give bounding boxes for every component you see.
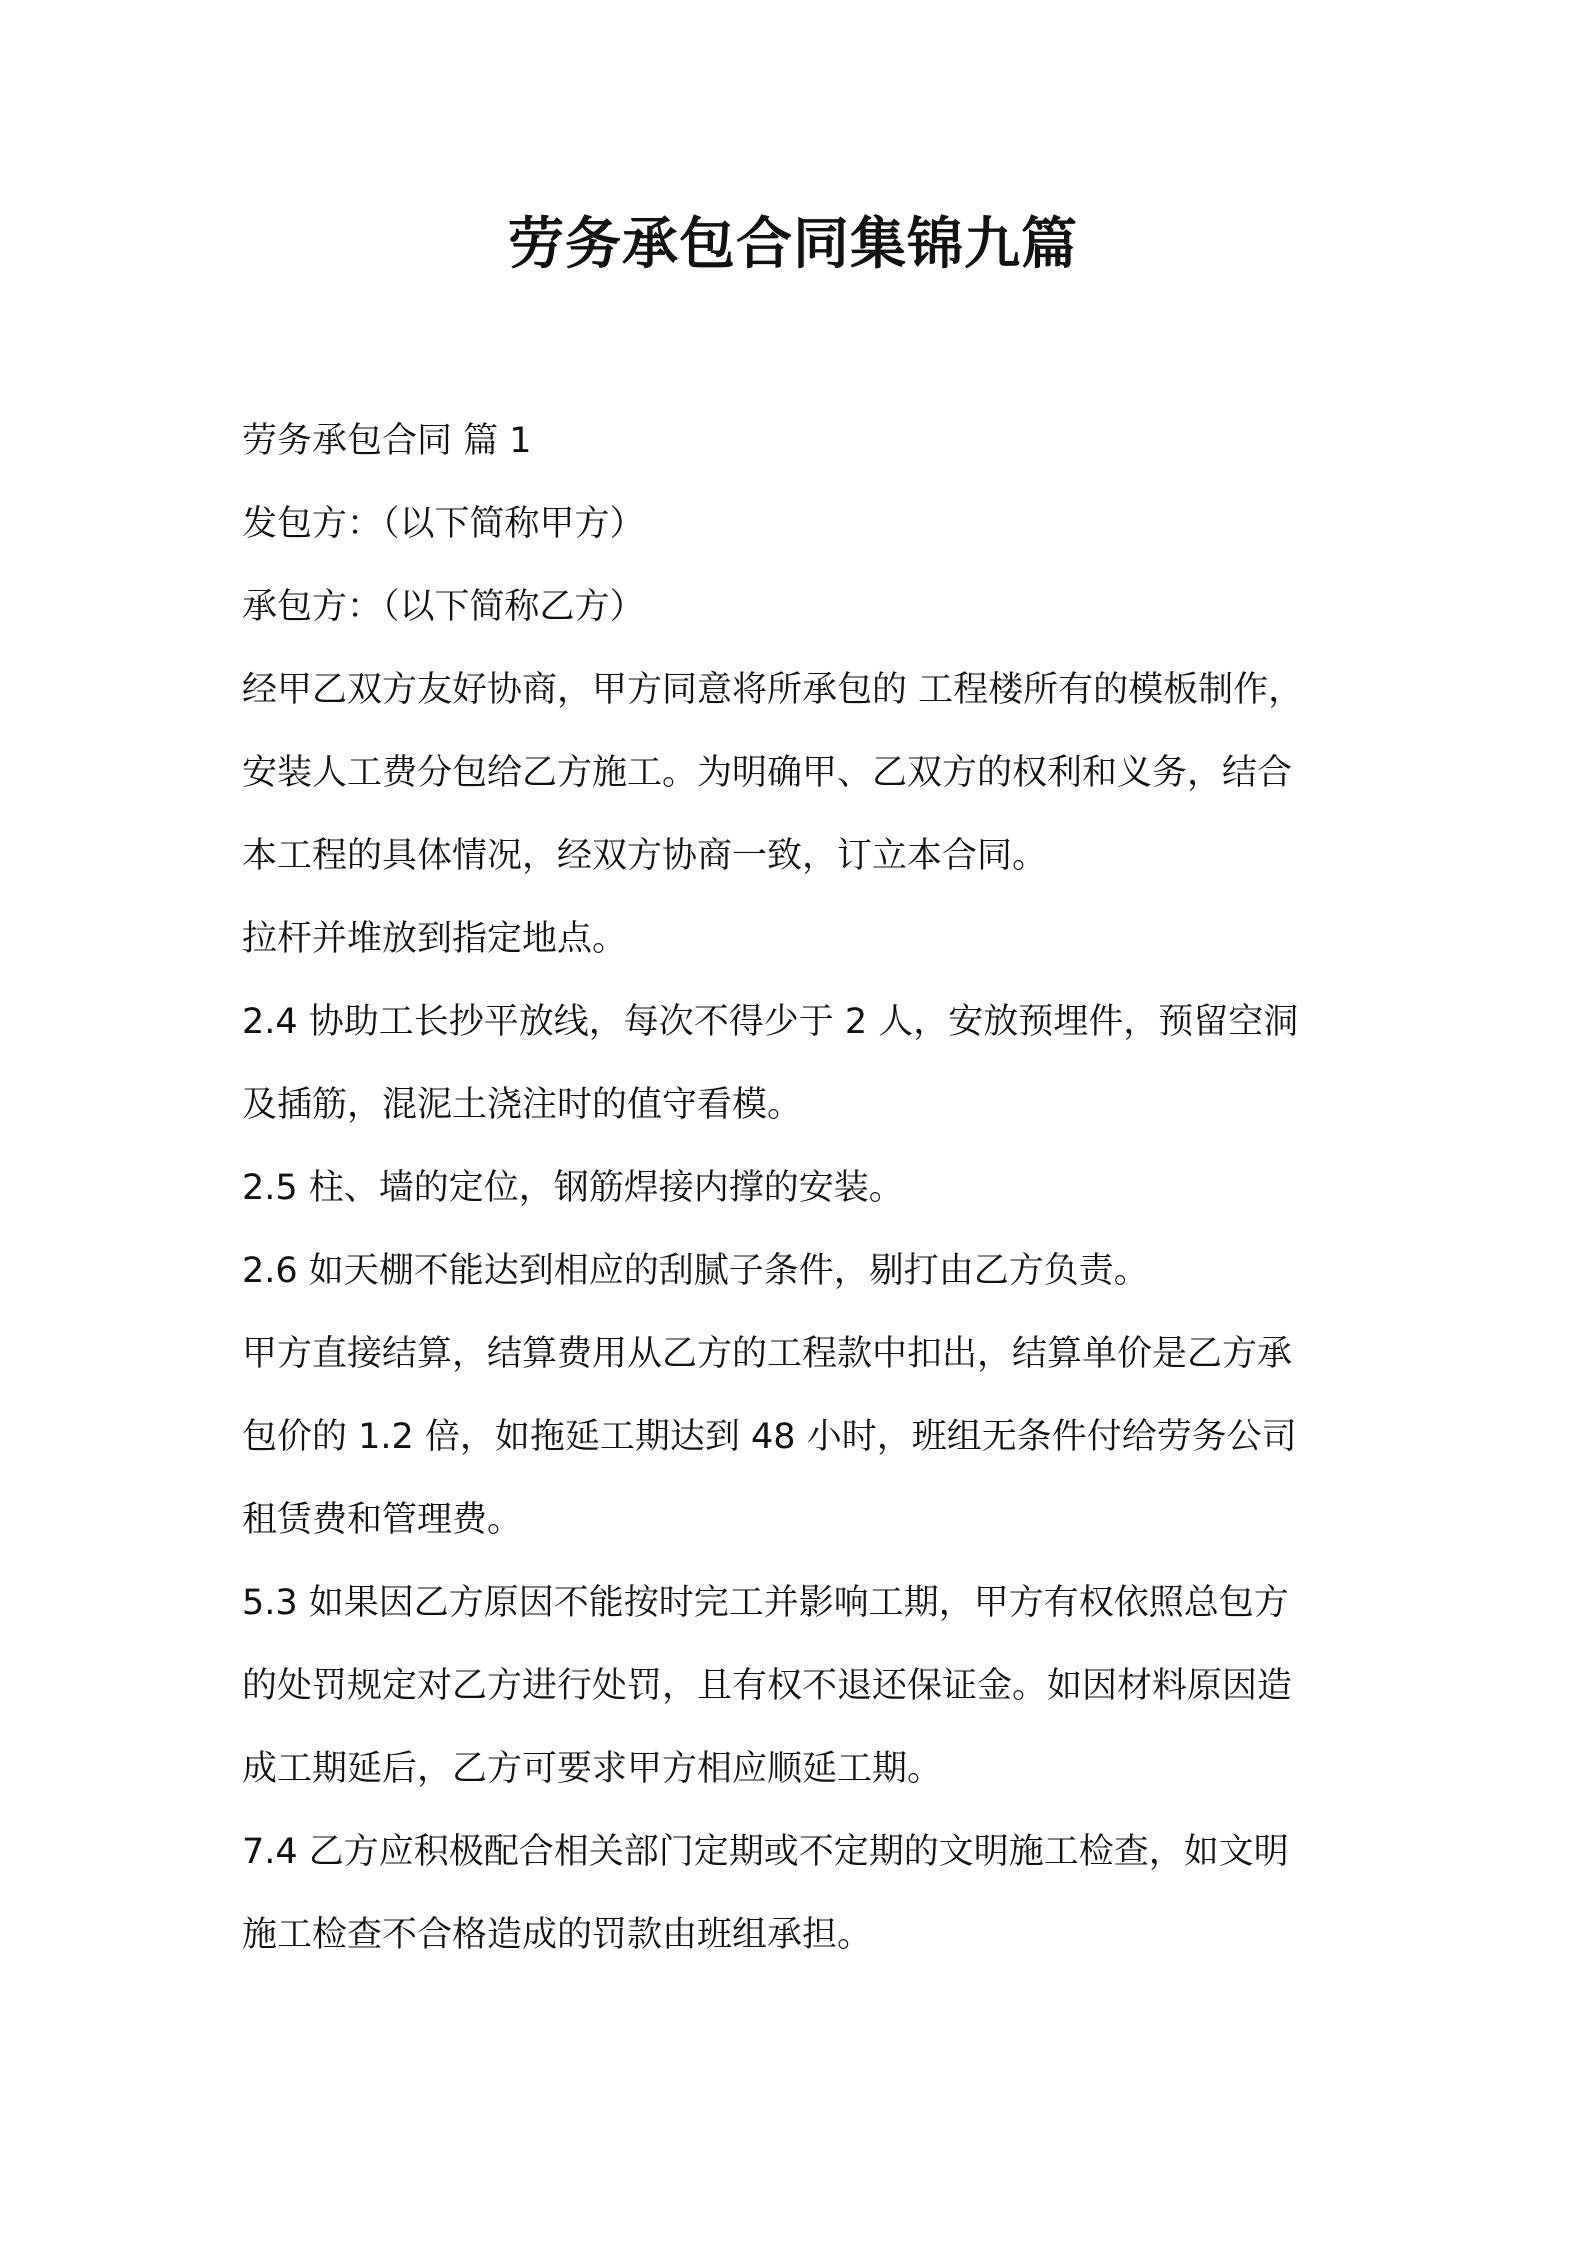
clause-5-3-line: 成工期延后，乙方可要求甲方相应顺延工期。 bbox=[242, 1749, 943, 1789]
clause-2-5-line: 2.5 柱、墙的定位，钢筋焊接内撑的安装。 bbox=[242, 1168, 904, 1208]
body-line: 包价的 1.2 倍，如拖延工期达到 48 小时，班组无条件付给劳务公司 bbox=[242, 1417, 1297, 1457]
clause-7-4-line: 7.4 乙方应积极配合相关部门定期或不定期的文明施工检查，如文明 bbox=[242, 1832, 1289, 1872]
body-line: 经甲乙双方友好协商，甲方同意将所承包的 工程楼所有的模板制作， bbox=[242, 670, 1304, 710]
clause-2-6-line: 2.6 如天棚不能达到相应的刮腻子条件，剔打由乙方负责。 bbox=[242, 1251, 1149, 1291]
clause-2-4-line: 及插筋，混泥土浇注时的值守看模。 bbox=[242, 1085, 803, 1125]
clause-2-4-line: 2.4 协助工长抄平放线，每次不得少于 2 人，安放预埋件，预留空洞 bbox=[242, 1002, 1299, 1042]
body-line: 甲方直接结算，结算费用从乙方的工程款中扣出，结算单价是乙方承 bbox=[242, 1334, 1293, 1374]
body-line: 租赁费和管理费。 bbox=[242, 1500, 523, 1540]
clause-5-3-line: 的处罚规定对乙方进行处罚，且有权不退还保证金。如因材料原因造 bbox=[242, 1666, 1293, 1706]
party-a-line: 发包方：（以下简称甲方） bbox=[242, 504, 645, 544]
document-title: 劳务承包合同集锦九篇 bbox=[508, 212, 1078, 277]
body-line: 拉杆并堆放到指定地点。 bbox=[242, 919, 628, 959]
clause-7-4-line: 施工检查不合格造成的罚款由班组承担。 bbox=[242, 1915, 873, 1955]
document-body bbox=[242, 400, 1362, 1977]
body-line: 本工程的具体情况，经双方协商一致，订立本合同。 bbox=[242, 836, 1048, 876]
party-b-line: 承包方：（以下简称乙方） bbox=[242, 587, 645, 627]
section-heading: 劳务承包合同 篇 1 bbox=[242, 421, 532, 461]
body-line: 安装人工费分包给乙方施工。为明确甲、乙双方的权利和义务，结合 bbox=[242, 753, 1293, 793]
clause-5-3-line: 5.3 如果因乙方原因不能按时完工并影响工期，甲方有权依照总包方 bbox=[242, 1583, 1289, 1623]
